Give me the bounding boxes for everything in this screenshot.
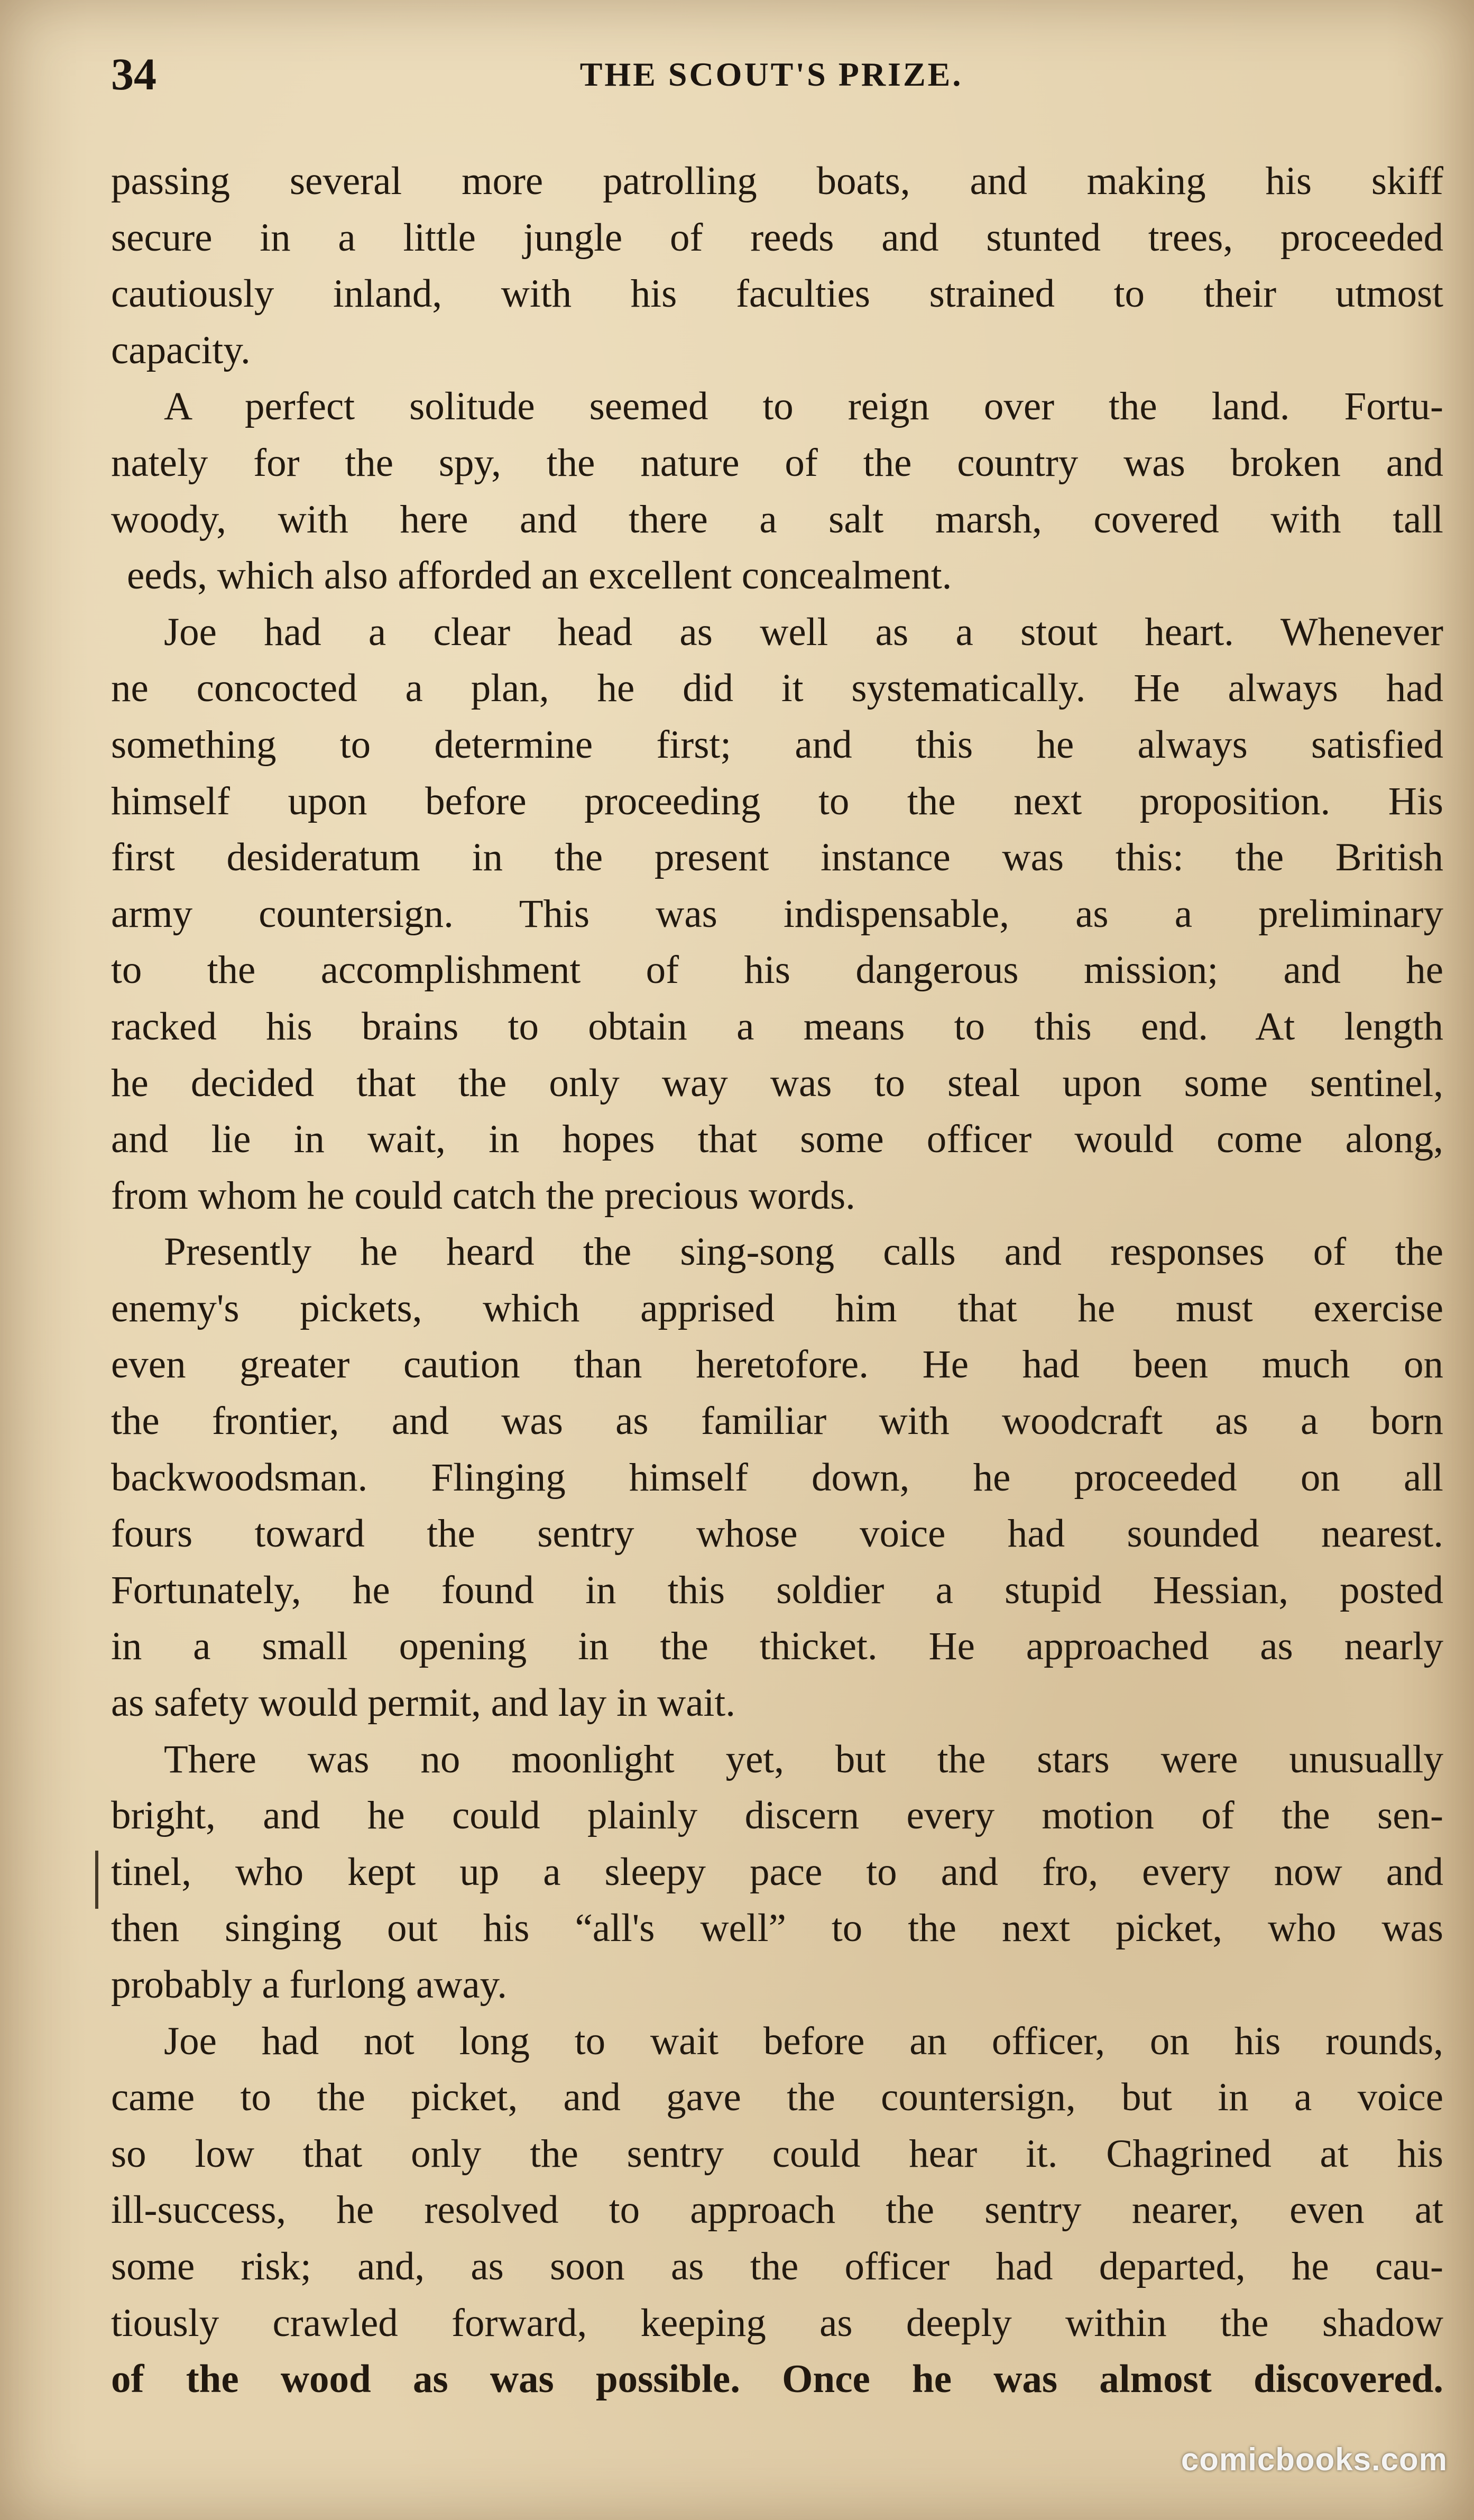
body-text [111,153,1443,2408]
text-line: There was no moonlight yet, but the stars were unusually [164,1737,1443,1781]
text-line: to the accomplishment of his dangerous mission; and he [111,948,1443,992]
text-line: ne concocted a plan, he did it systematically. He always had [111,666,1443,711]
page-number: 34 [111,49,156,99]
text-line: woody, with here and there a salt marsh, covered with tall [111,497,1443,541]
watermark: comicbooks.com [1181,2442,1448,2477]
margin-mark [95,1851,98,1909]
text-line: from whom he could catch the precious words. [111,1173,855,1218]
text-line: capacity. [111,328,251,372]
text-line: as safety would permit, and lay in wait. [111,1681,735,1725]
text-line: enemy's pickets, which apprised him that he must exercise [111,1286,1443,1330]
text-line: bright, and he could plainly discern every motion of the sen- [111,1794,1443,1838]
text-line: then singing out his “all's well” to the next picket, who was [111,1906,1443,1951]
text-line: eeds, which also afforded an excellent concealment. [127,554,952,598]
text-line: tiously crawled forward, keeping as deeply within the shadow [111,2301,1443,2345]
text-line: secure in a little jungle of reeds and stunted trees, proceeded [111,215,1443,260]
text-line: he decided that the only way was to steal upon some sentinel, [111,1061,1443,1105]
text-line: probably a furlong away. [111,1963,508,2007]
text-line: himself upon before proceeding to the next proposition. His [111,779,1443,823]
text-line: Joe had a clear head as well as a stout heart. Whenever [164,610,1443,654]
text-line: backwoodsman. Flinging himself down, he proceeded on all [111,1455,1443,1500]
text-line: Joe had not long to wait before an officer, on his rounds, [164,2019,1443,2063]
text-line: cautiously inland, with his faculties strained to their utmost [111,272,1443,316]
text-line: the frontier, and was as familiar with woodcraft as a born [111,1399,1443,1443]
text-line: something to determine first; and this he always satisfied [111,722,1443,767]
text-line: A perfect solitude seemed to reign over the land. Fortu- [164,384,1443,429]
text-line: ill-success, he resolved to approach the sentry nearer, even at [111,2188,1443,2232]
text-line: so low that only the sentry could hear it. Chagrined at his [111,2131,1443,2176]
text-line: fours toward the sentry whose voice had sounded nearest. [111,1512,1443,1556]
text-line: Fortunately, he found in this soldier a stupid Hessian, posted [111,1568,1443,1612]
text-line: racked his brains to obtain a means to this end. At length [111,1004,1443,1049]
page-header [111,48,1432,106]
text-line: in a small opening in the thicket. He approached as nearly [111,1624,1443,1669]
text-line: tinel, who kept up a sleepy pace to and fro, every now and [111,1850,1443,1894]
text-line: and lie in wait, in hopes that some officer would come along, [111,1117,1443,1162]
text-line: Presently he heard the sing-song calls and responses of the [164,1230,1443,1274]
running-head: THE SCOUT'S PRIZE. [579,56,963,93]
text-line: army countersign. This was indispensable, as a preliminary [111,891,1443,936]
text-line: nately for the spy, the nature of the country was broken and [111,440,1443,485]
text-line: of the wood as was possible. Once he was almost discovered. [111,2357,1443,2402]
text-line: some risk; and, as soon as the officer had departed, he cau- [111,2244,1443,2288]
text-line: even greater caution than heretofore. He had been much on [111,1342,1443,1387]
text-line: came to the picket, and gave the countersign, but in a voice [111,2075,1443,2120]
text-line: passing several more patrolling boats, and making his skiff [111,159,1443,203]
text-line: first desideratum in the present instance was this: the British [111,835,1443,880]
